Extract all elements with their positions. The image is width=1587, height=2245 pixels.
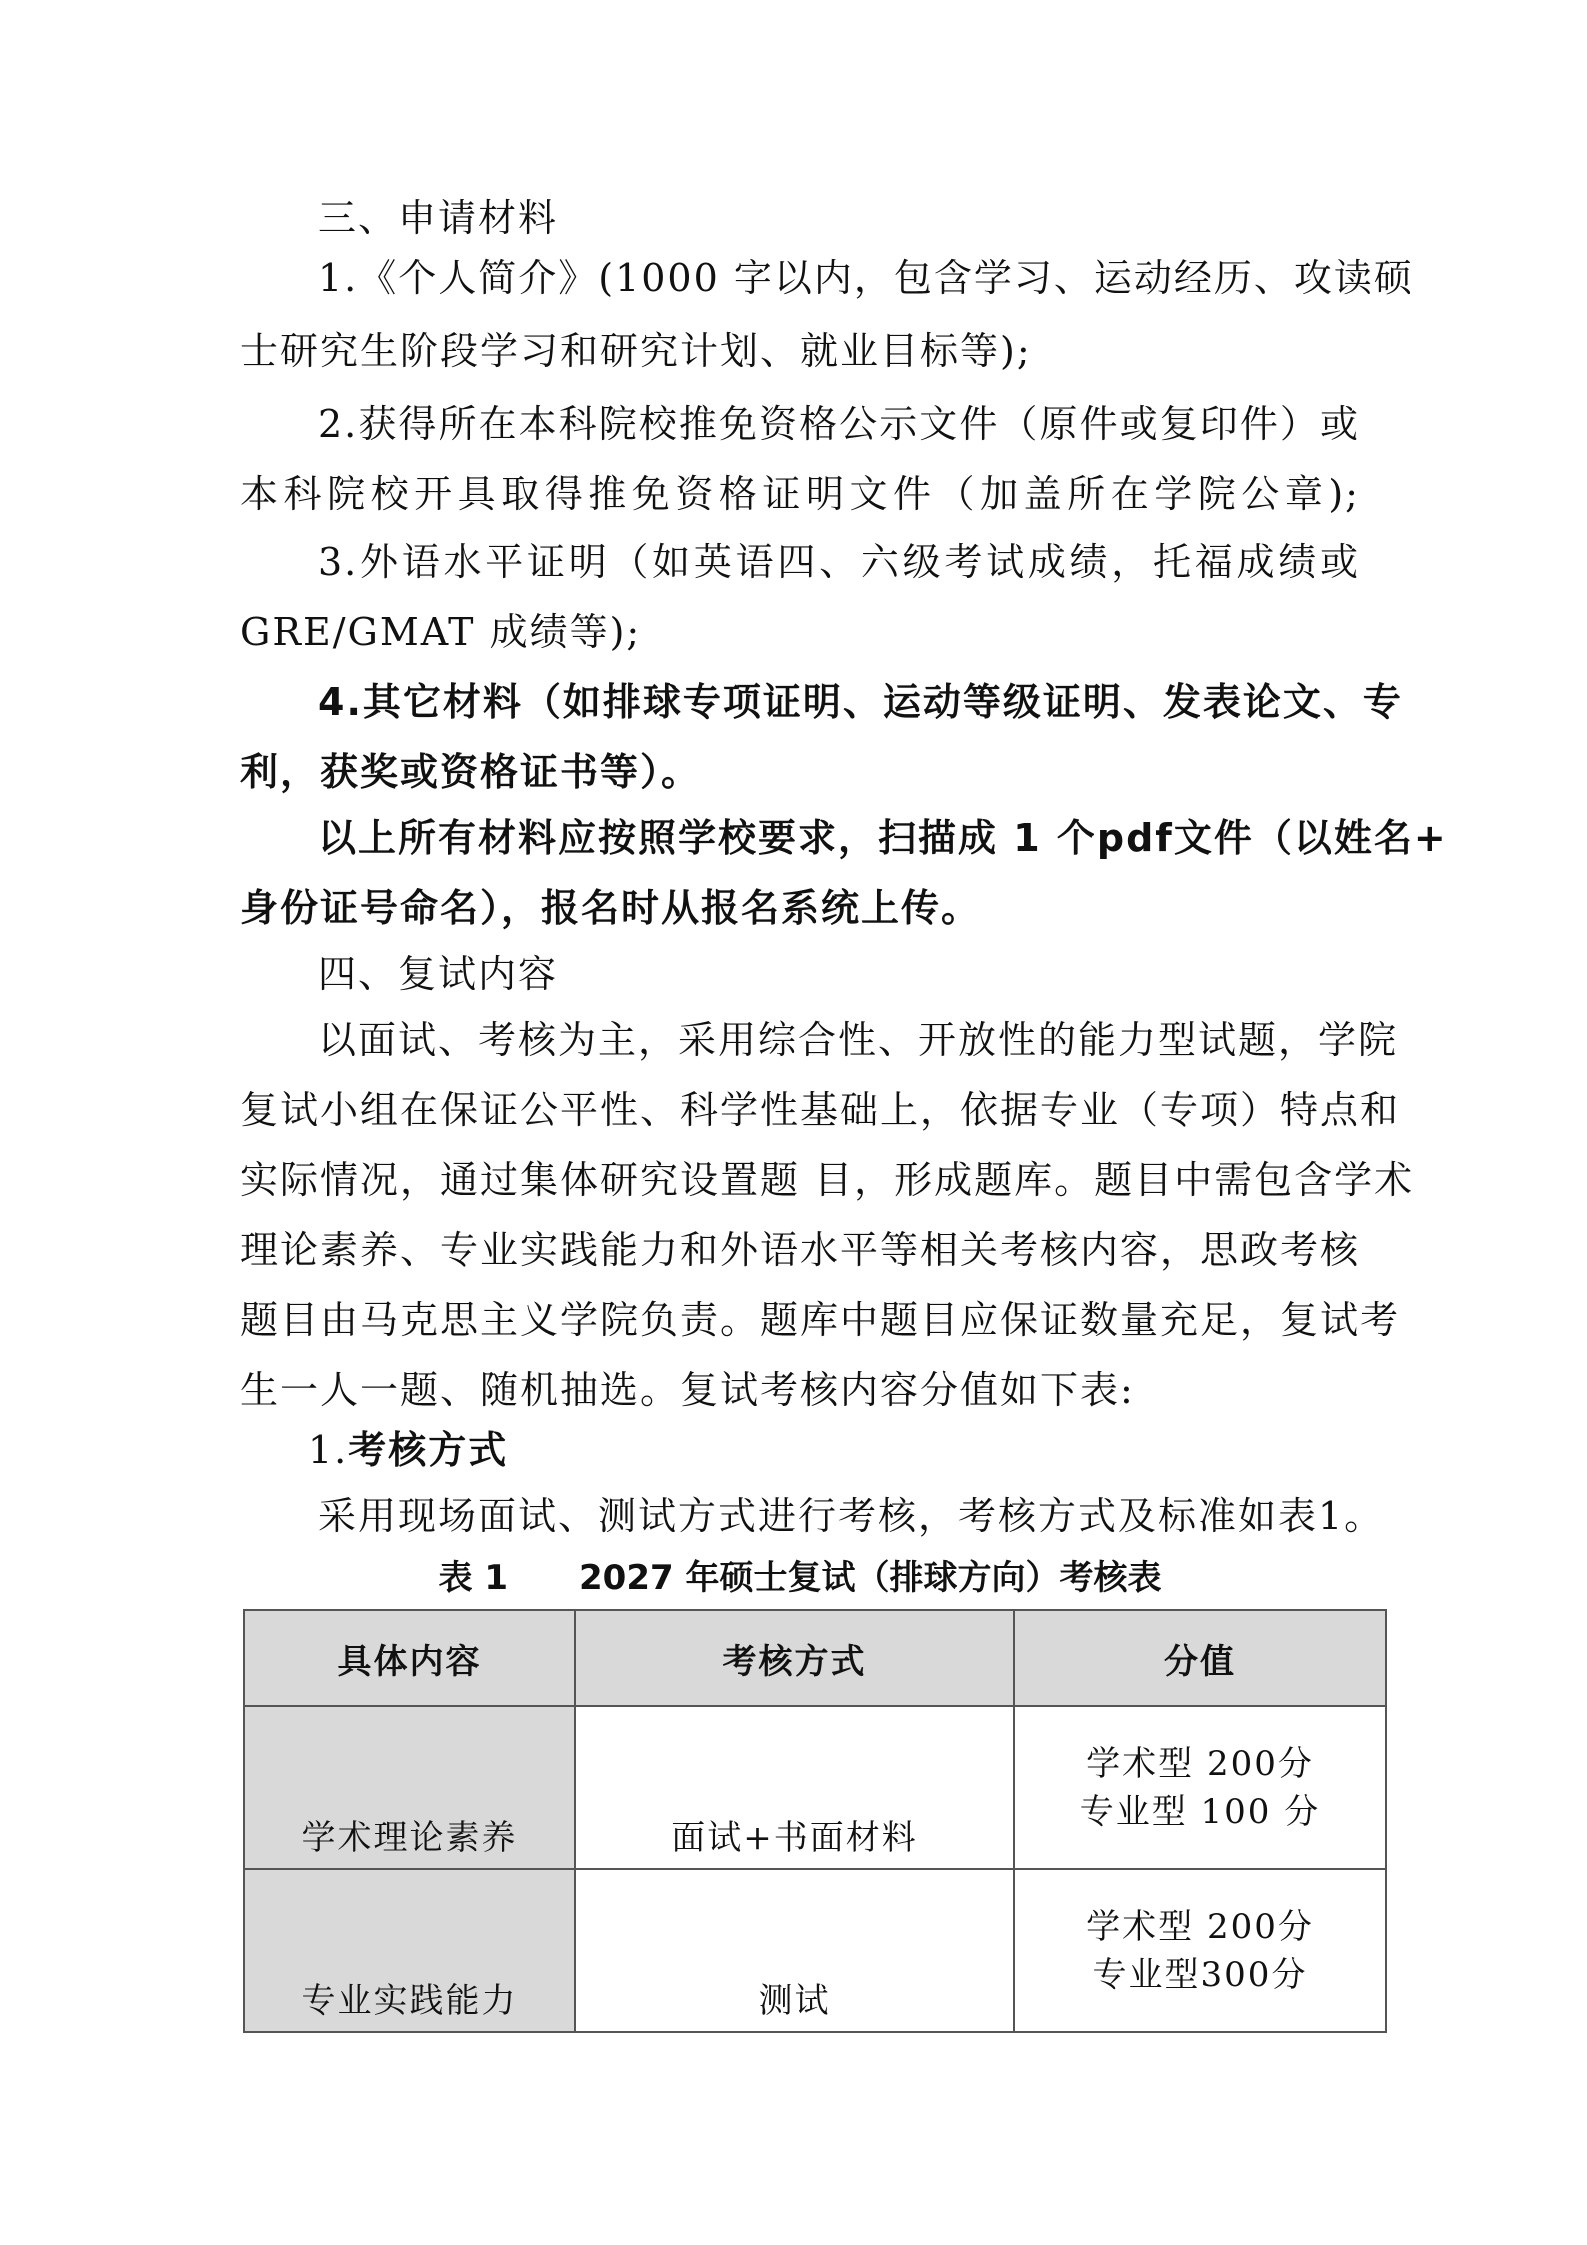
score-professional: 专业型 100 分	[1079, 1791, 1321, 1832]
item-2-line-1: 2.获得所在本科院校推免资格公示文件（原件或复印件）或	[318, 402, 1360, 446]
item-4-line-1: 4.其它材料（如排球专项证明、运动等级证明、发表论文、专	[318, 680, 1403, 724]
item-1-line-1: 1.《个人简介》(1000 字以内，包含学习、运动经历、攻读硕	[318, 256, 1414, 300]
cell-content: 学术理论素养	[244, 1706, 575, 1869]
table-header-row	[244, 1610, 1386, 1706]
subsection-number: 1.	[308, 1428, 349, 1472]
column-header-method: 考核方式	[575, 1610, 1014, 1706]
cell-content: 专业实践能力	[244, 1869, 575, 2032]
assessment-table	[243, 1609, 1387, 2033]
retest-paragraph-line-4: 理论素养、专业实践能力和外语水平等相关考核内容，思政考核	[240, 1228, 1361, 1272]
item-2-line-2: 本科院校开具取得推免资格证明文件（加盖所在学院公章);	[240, 472, 1360, 516]
column-header-content: 具体内容	[244, 1610, 575, 1706]
retest-paragraph-line-5: 题目由马克思主义学院负责。题库中题目应保证数量充足，复试考	[240, 1298, 1401, 1342]
materials-note-line-2: 身份证号命名），报名时从报名系统上传。	[240, 886, 982, 930]
column-header-score: 分值	[1014, 1610, 1386, 1706]
subsection-assessment-method	[308, 1426, 1428, 1474]
cell-score	[1014, 1706, 1386, 1869]
item-4-line-2: 利，获奖或资格证书等）。	[240, 750, 702, 794]
retest-paragraph-line-6: 生一人一题、随机抽选。复试考核内容分值如下表:	[240, 1368, 1135, 1412]
score-academic: 学术型 200分	[1086, 1906, 1314, 1947]
item-1-line-2: 士研究生阶段学习和研究计划、就业目标等);	[240, 329, 1032, 373]
materials-note-line-1: 以上所有材料应按照学校要求，扫描成 1 个pdf文件（以姓名+	[318, 816, 1448, 860]
subsection-title: 考核方式	[348, 1428, 509, 1472]
score-professional: 专业型300分	[1092, 1954, 1308, 1995]
cell-score	[1014, 1869, 1386, 2032]
retest-paragraph-line-1: 以面试、考核为主，采用综合性、开放性的能力型试题，学院	[318, 1018, 1399, 1062]
cell-method: 测试	[575, 1869, 1014, 2032]
score-academic: 学术型 200分	[1086, 1743, 1314, 1784]
item-3-line-1: 3.外语水平证明（如英语四、六级考试成绩，托福成绩或	[318, 540, 1360, 584]
table-row	[244, 1869, 1386, 2032]
retest-paragraph-line-3: 实际情况，通过集体研究设置题 目，形成题库。题目中需包含学术	[240, 1158, 1415, 1202]
section-heading-retest-content: 四、复试内容	[318, 952, 559, 996]
cell-method: 面试+书面材料	[575, 1706, 1014, 1869]
assessment-method-text: 采用现场面试、测试方式进行考核，考核方式及标准如表1。	[318, 1494, 1385, 1538]
table-row	[244, 1706, 1386, 1869]
retest-paragraph-line-2: 复试小组在保证公平性、科学性基础上，依据专业（专项）特点和	[240, 1088, 1401, 1132]
table-caption: 表 1 2027 年硕士复试（排球方向）考核表	[438, 1558, 1162, 1598]
item-3-line-2: GRE/GMAT 成绩等);	[240, 610, 642, 654]
section-heading-application-materials: 三、申请材料	[318, 196, 559, 240]
